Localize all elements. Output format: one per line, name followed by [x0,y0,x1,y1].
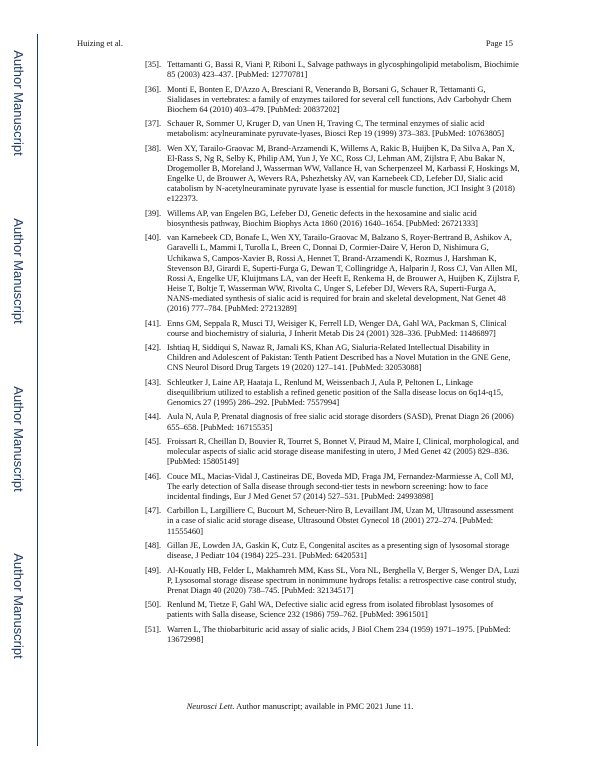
reference-number: [43]. [145,377,162,387]
reference-item [145,60,520,80]
reference-number: [48]. [145,541,162,551]
reference-number: [50]. [145,600,162,610]
author-manuscript-label: Author Manuscript [11,386,26,492]
reference-number: [41]. [145,318,162,328]
reference-text: Froissart R, Cheillan D, Bouvier R, Tourret S, Bonnet V, Piraud M, Maire I, Clinical, morphological, and molecular aspects of sialic acid storage disease manifesting in utero, J Med Genet 42 (2005) 829–836. [PubMed: 15805149] [167,437,519,467]
reference-text: Enns GM, Seppala R, Musci TJ, Weisiger K, Ferrell LD, Wenger DA, Gahl WA, Packman S, Clinical course and biochemistry of sialuria, J Inherit Metab Dis 24 (2001) 328–336. [PubMed: 11486897] [167,318,507,338]
reference-item [145,437,520,467]
running-header-author: Huizing et al. [77,38,124,48]
reference-text: Willems AP, van Engelen BG, Lefeber DJ, Genetic defects in the hexosamine and sialic acid biosynthesis pathway, Biochim Biophys Acta 1860 (2016) 1640–1654. [PubMed: 26721333] [167,208,478,228]
reference-text: Tettamanti G, Bassi R, Viani P, Riboni L, Salvage pathways in glycosphingolipid metabolism, Biochimie 85 (2003) 423–437. [PubMed: 12770781] [167,60,519,80]
sidebar-divider [37,34,38,746]
reference-number: [40]. [145,233,162,243]
reference-item [145,343,520,373]
footer-note: Author manuscript; available in PMC 2021 June 11. [234,701,414,711]
reference-number: [35]. [145,60,162,69]
reference-text: Carbillon L, Largilliere C, Bucourt M, Scheuer-Niro B, Levaillant JM, Uzan M, Ultrasound assessment in a case of sialic acid storage disease, Ultrasound Obstet Gynecol 18 (2001) 272–274. [PubMed: 11555460] [167,506,514,536]
reference-item [145,378,520,408]
reference-number: [45]. [145,437,162,446]
author-manuscript-label: Author Manuscript [11,50,26,156]
reference-text: Schauer R, Sommer U, Kruger D, van Unen H, Traving C, The terminal enzymes of sialic acid metabolism: acylneuraminate pyruvate-lyases, Biosci Rep 19 (1999) 373–383. [PubMed: 10763805] [167,119,505,139]
reference-item [145,541,520,561]
reference-text: Warren L, The thiobarbituric acid assay of sialic acids, J Biol Chem 234 (1959) 1971–1975. [PubMed: 13672998] [167,624,511,644]
reference-text: Ishtiaq H, Siddiqui S, Nawaz R, Jamali KS, Khan AG, Sialuria-Related Intellectual Disability in Children and Adolescent of Pakistan: Tenth Patient Described has a Novel Mutation in the GNE Gene, CNS Neurol Disord Drug Targets 19 (2020) 127–141. [PubMed: 32053088] [167,343,511,373]
reference-item [145,506,520,536]
reference-item [145,85,520,115]
reference-list [145,60,520,649]
reference-item [145,472,520,502]
reference-item [145,119,520,139]
reference-text: Al-Kouatly HB, Felder L, Makhamreh MM, Kass SL, Vora NL, Berghella V, Berger S, Wenger DA, Luzi P, Lysosomal storage disease spectrum in nonimmune hydrops fetalis: a retrospective case control study, Prenat Diagn 40 (2020) 738–745. [PubMed: 32134517] [167,565,520,595]
reference-item [145,233,520,314]
reference-item [145,566,520,596]
reference-text: Aula N, Aula P, Prenatal diagnosis of free sialic acid storage disorders (SASD), Prenat Diagn 26 (2006) 655–658. [PubMed: 16715535] [167,412,514,432]
page-number: Page 15 [485,38,513,48]
reference-number: [36]. [145,84,162,94]
reference-item [145,600,520,620]
reference-number: [49]. [145,565,162,575]
reference-text: Couce ML, Macias-Vidal J, Castineiras DE, Boveda MD, Fraga JM, Fernandez-Marmiesse A, Coll MJ, The early detection of Salla disease through second-tier tests in newborn screening: how to face incidental findings, Eur J Med Genet 57 (2014) 527–531. [PubMed: 24993898] [167,471,514,501]
reference-number: [44]. [145,412,162,422]
reference-text: van Karnebeek CD, Bonafe L, Wen XY, Tarailo-Graovac M, Balzano S, Royer-Bertrand B, Ashikov A, Garavelli L, Mammi I, Turolla L, Breen C, Donnai D, Cormier-Daire V, Heron D, Nishimura G, Uchikawa S, Campos-Xavier B, Rossi A, Hennet T, Brand-Arzamendi K, Rozmus J, Harshman K, Stevenson BJ, Girardi E, Superti-Furga G, Dewan T, Collingridge A, Halparin J, Ross CJ, Van Allen MI, Rossi A, Engelke UF, Kluijtmans LA, van der Heeft E, Renkema H, de Brouwer A, Huijben K, Zijlstra F, Heise T, Boltje T, Wasserman WW, Rivolta C, Unger S, Lefeber DJ, Wevers RA, Superti-Furga A, NANS-mediated synthesis of sialic acid is required for brain and skeletal development, Nat Genet 48 (2016) 777–784. [PubMed: 27213289] [167,233,520,314]
reference-item [145,209,520,229]
reference-text: Renlund M, Tietze F, Gahl WA, Defective sialic acid egress from isolated fibroblast lysosomes of patients with Salla disease, Science 232 (1986) 759–762. [PubMed: 3961501] [167,600,494,620]
author-manuscript-label: Author Manuscript [11,553,26,659]
reference-number: [42]. [145,343,162,353]
reference-text: Gillan JE, Lowden JA, Gaskin K, Cutz E, Congenital ascites as a presenting sign of lysosomal storage disease, J Pediatr 104 (1984) 225–231. [PubMed: 6420531] [167,541,510,561]
reference-number: [51]. [145,624,162,634]
reference-item [145,144,520,205]
reference-number: [38]. [145,143,162,153]
reference-number: [39]. [145,208,162,218]
author-manuscript-label: Author Manuscript [11,218,26,324]
footer [0,701,600,711]
reference-text: Monti E, Bonten E, D'Azzo A, Bresciani R, Venerando B, Borsani G, Schauer R, Tettamanti G, Sialidases in vertebrates: a family of enzymes tailored for several cell functions, Adv Carbohydr Chem Biochem 64 (2010) 403–479. [PubMed: 20837202] [167,84,512,114]
reference-item [145,412,520,432]
reference-text: Wen XY, Tarailo-Graovac M, Brand-Arzamendi K, Willems A, Rakic B, Huijben K, Da Silva A, Pan X, El-Rass S, Ng R, Selby K, Philip AM, Yun J, Ye XC, Ross CJ, Lehman AM, Zijlstra F, Abu Bakar N, Drogemoller B, Moreland J, Wasserman WW, Vallance H, van Scherpenzeel M, Karbassi F, Hoskings M, Engelke U, de Brouwer A, Wevers RA, Pshezhetsky AV, van Karnebeek CD, Lefeber DJ, Sialic acid catabolism by N-acetylneuraminate pyruvate lyase is essential for muscle function, JCI Insight 3 (2018) e122373. [167,143,520,204]
reference-text: Schleutker J, Laine AP, Haataja L, Renlund M, Weissenbach J, Aula P, Peltonen L, Linkage disequilibrium utilized to establish a refined genetic position of the Salla disease locus on 6q14-q15, Genomics 27 (1995) 286–292. [PubMed: 7557994] [167,377,504,407]
reference-number: [37]. [145,119,162,129]
reference-number: [47]. [145,506,162,516]
reference-item [145,625,520,645]
footer-journal: Neurosci Lett. [186,701,235,711]
reference-item [145,319,520,339]
reference-number: [46]. [145,471,162,481]
